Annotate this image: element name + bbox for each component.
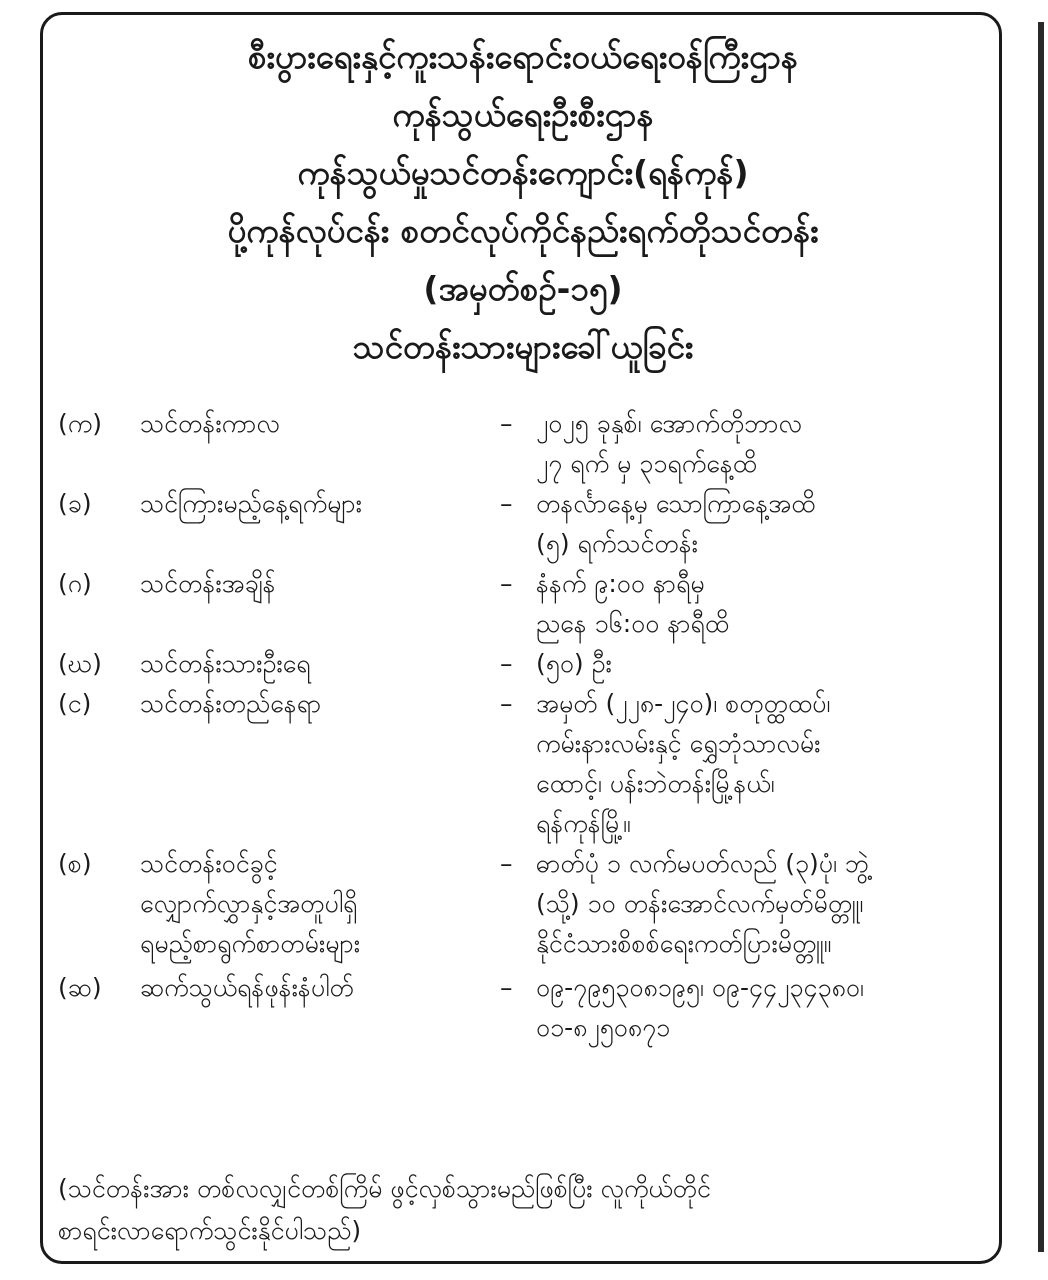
detail-number: (ဂ) bbox=[58, 569, 92, 598]
detail-dash: – bbox=[500, 409, 513, 438]
detail-dash: – bbox=[500, 569, 513, 598]
detail-number: (ဃ) bbox=[58, 649, 102, 678]
course-title: ပို့ကုန်လုပ်ငန်း စတင်လုပ်ကိုင်နည်းရက်တိုသင်တန်း bbox=[227, 211, 819, 250]
detail-number: (ခ) bbox=[58, 489, 92, 518]
detail-dash: – bbox=[500, 849, 513, 878]
detail-row-contact bbox=[58, 968, 988, 1048]
batch-number: (အမှတ်စဉ်-၁၅) bbox=[423, 269, 623, 308]
detail-number: (စ) bbox=[58, 849, 92, 878]
detail-row-days bbox=[58, 484, 988, 564]
detail-value: ဓာတ်ပုံ ၁ လက်မပတ်လည် (၃)ပုံ၊ ဘွဲ့ (သို့) ၁၀ တန်းအောင်လက်မှတ်မိတ္တူ၊ နိုင်ငံသားစိစစ်ရေးကတ်ပြားမိတ္တူ။ bbox=[536, 849, 870, 958]
detail-label: သင်ကြားမည့်နေ့ရက်များ bbox=[140, 489, 362, 518]
detail-row-capacity bbox=[58, 644, 988, 684]
detail-row-period bbox=[58, 404, 988, 484]
department-title: ကုန်သွယ်ရေးဦးစီးဌာန bbox=[392, 95, 654, 134]
detail-dash: – bbox=[500, 973, 513, 1002]
detail-value: တနင်္လာနေ့မှ သောကြာနေ့အထိ (၅) ရက်သင်တန်း bbox=[536, 489, 816, 558]
detail-value: (၅၀) ဦး bbox=[536, 649, 612, 678]
detail-number: (က) bbox=[58, 409, 102, 438]
detail-value: ၂၀၂၅ ခုနှစ်၊ အောက်တိုဘာလ ၂၇ ရက် မှ ၃၁ရက်နေ့ထိ bbox=[536, 409, 802, 478]
phone-numbers: ၀၁-၈၂၅၀၈၇၁ bbox=[536, 1013, 671, 1042]
notice-header bbox=[60, 28, 986, 376]
page-edge-shadow bbox=[1038, 22, 1044, 1252]
detail-row-documents bbox=[58, 844, 988, 968]
detail-label: သင်တန်းအချိန် bbox=[140, 569, 276, 598]
detail-dash: – bbox=[500, 489, 513, 518]
ministry-title: စီးပွားရေးနှင့်ကူးသန်းရောင်းဝယ်ရေးဝန်ကြီးဌာန bbox=[247, 37, 799, 76]
detail-value: အမှတ် (၂၂၈-၂၄၀)၊ စတုတ္ထထပ်၊ ကမ်းနားလမ်းနှင့် ရွှေဘုံသာလမ်း ထောင့်၊ ပန်းဘဲတန်းမြို့နယ်၊ ရန်ကုန်မြို့။ bbox=[536, 689, 831, 838]
detail-label: သင်တန်းကာလ bbox=[140, 409, 280, 438]
detail-number: (င) bbox=[58, 689, 92, 718]
detail-dash: – bbox=[500, 649, 513, 678]
detail-value bbox=[536, 968, 988, 1048]
footnote: (သင်တန်းအား တစ်လလျှင်တစ်ကြိမ် ဖွင့်လှစ်သွားမည်ဖြစ်ပြီး လူကိုယ်တိုင် စာရင်းလာရောက်သွင်းနိုင်ပါသည်) bbox=[58, 1174, 711, 1245]
details-list bbox=[58, 404, 988, 1048]
detail-label: သင်တန်းဝင်ခွင့် လျှောက်လွှာနှင့်အတူပါရှိ ရမည့်စာရွက်စာတမ်းများ bbox=[140, 849, 361, 958]
detail-label: သင်တန်းတည်နေရာ bbox=[140, 689, 322, 718]
detail-number: (ဆ) bbox=[58, 973, 102, 1002]
detail-dash: – bbox=[500, 689, 513, 718]
notice-title: သင်တန်းသားများခေါ်ယူခြင်း bbox=[352, 327, 694, 366]
detail-row-location bbox=[58, 684, 988, 844]
detail-value: နံနက် ၉:၀၀ နာရီမှ ညနေ ၁၆:၀၀ နာရီထိ bbox=[536, 569, 729, 638]
detail-label: ဆက်သွယ်ရန်ဖုန်းနံပါတ် bbox=[140, 973, 354, 1002]
detail-row-time bbox=[58, 564, 988, 644]
school-title: ကုန်သွယ်မှုသင်တန်းကျောင်း(ရန်ကုန်) bbox=[297, 153, 749, 192]
detail-label: သင်တန်းသားဦးရေ bbox=[140, 649, 311, 678]
phone-numbers: ၀၉-၇၉၅၃၀၈၁၉၅၊ ၀၉-၄၄၂၃၄၃၈၀၊ bbox=[536, 973, 864, 1002]
